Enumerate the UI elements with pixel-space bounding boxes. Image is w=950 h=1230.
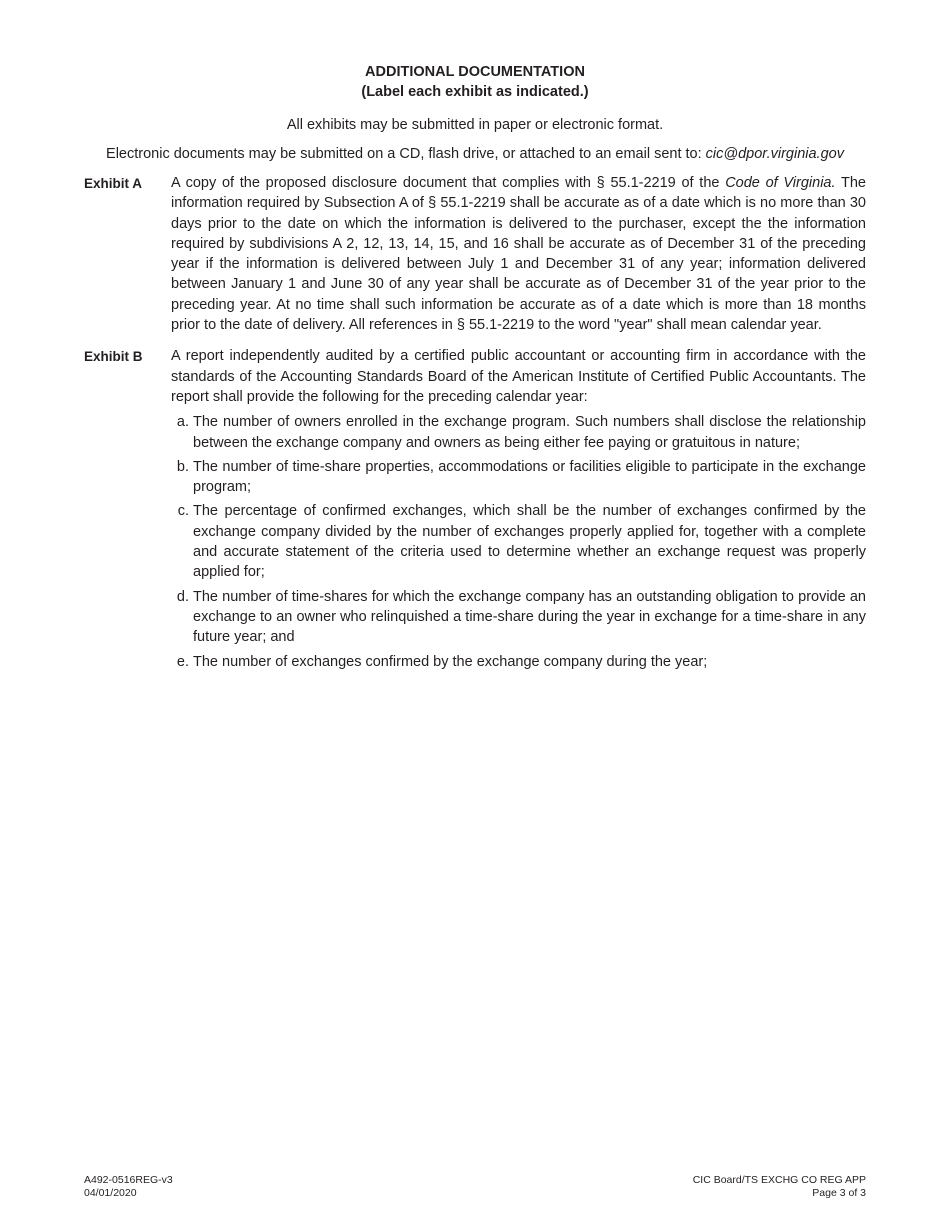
contact-email: cic@dpor.virginia.gov [705,146,844,162]
footer-left [84,1174,173,1200]
list-item-text: The number of time-shares for which the exchange company has an outstanding obligation to provide an exchange to an owner who relinquished a time-share during the year in exchange for a time-share in any future year; and [193,588,866,646]
page-number: Page 3 of 3 [812,1187,866,1199]
list-item-letter: a. [176,414,189,431]
list-item-letter: b. [176,458,189,475]
list-item-letter: e. [176,653,189,670]
list-item-text: The number of time-share properties, accommodations or facilities eligible to participate in the exchange program; [193,458,866,496]
page-subtitle: (Label each exhibit as indicated.) [361,84,589,100]
list-item-text: The number of owners enrolled in the exchange program. Such numbers shall disclose the relationship between the exchange company and owners as being either fee paying or gratuitous in nature; [193,414,866,451]
document-page [84,62,866,676]
exhibit-b-body [171,346,866,675]
exhibit-b-text: A report independently audited by a certified public accountant or accounting firm in accordance with the standards of the Accounting Standards Board of the American Institute of Certified Public Accountants. The report shall provide the following for the preceding calendar year: [171,348,866,405]
list-item [171,501,866,582]
exhibit-a [84,173,866,335]
form-name: CIC Board/TS EXCHG CO REG APP [692,1174,866,1186]
exhibit-a-text-start: A copy of the proposed disclosure document that complies with § 55.1-2219 of the [171,175,726,191]
exhibit-a-body [171,173,866,335]
exhibit-b-label: Exhibit B [84,349,143,365]
exhibit-a-label: Exhibit A [84,176,143,191]
list-item-letter: d. [176,588,189,605]
list-item [171,457,866,498]
list-item [171,587,866,648]
form-date: 04/01/2020 [84,1187,137,1199]
form-number: A492-0516REG-v3 [84,1174,173,1186]
list-item-text: The percentage of confirmed exchanges, which shall be the number of exchanges confirmed by the exchange company divided by the number of exchanges properly applied for, together with a complete and accurate statement of the criteria used to determine whether an exchange request was properly applied for; [193,503,866,581]
submission-format-note: All exhibits may be submitted in paper or electronic format. [286,117,664,133]
electronic-submission-note [84,144,866,164]
list-item-letter: c. [177,503,189,520]
list-item [171,412,866,453]
exhibit-b-requirements-list [171,412,866,672]
footer-right [693,1174,866,1200]
exhibit-b [84,346,866,675]
electronic-submission-text: Electronic documents may be submitted on a CD, flash drive, or attached to an email sent to: [106,146,706,162]
exhibit-a-text [171,173,866,335]
list-item [171,652,866,672]
code-of-virginia-citation: Code of Virginia. [725,175,836,191]
list-item-text: The number of exchanges confirmed by the exchange company during the year; [193,653,708,670]
page-title: ADDITIONAL DOCUMENTATION [365,64,585,80]
exhibit-a-text-rest: The information required by Subsection A of § 55.1-2219 shall be accurate as of a date which is no more than 30 days prior to the date on which the information is delivered to the purchaser, except the the information required by subdivisions A 2, 12, 13, 14, 15, and 16 shall be accurate as of December 31 of the preceding year if the information is delivered between July 1 and December 31 of any year; information delivered between January 1 and June 30 of any year shall be accurate as of December 31 of the year prior to the preceding year. At no time shall such information be accurate as of a date which is more than 18 months prior to the date of delivery. All references in § 55.1-2219 to the word "year" shall mean calendar year. [171,175,866,334]
